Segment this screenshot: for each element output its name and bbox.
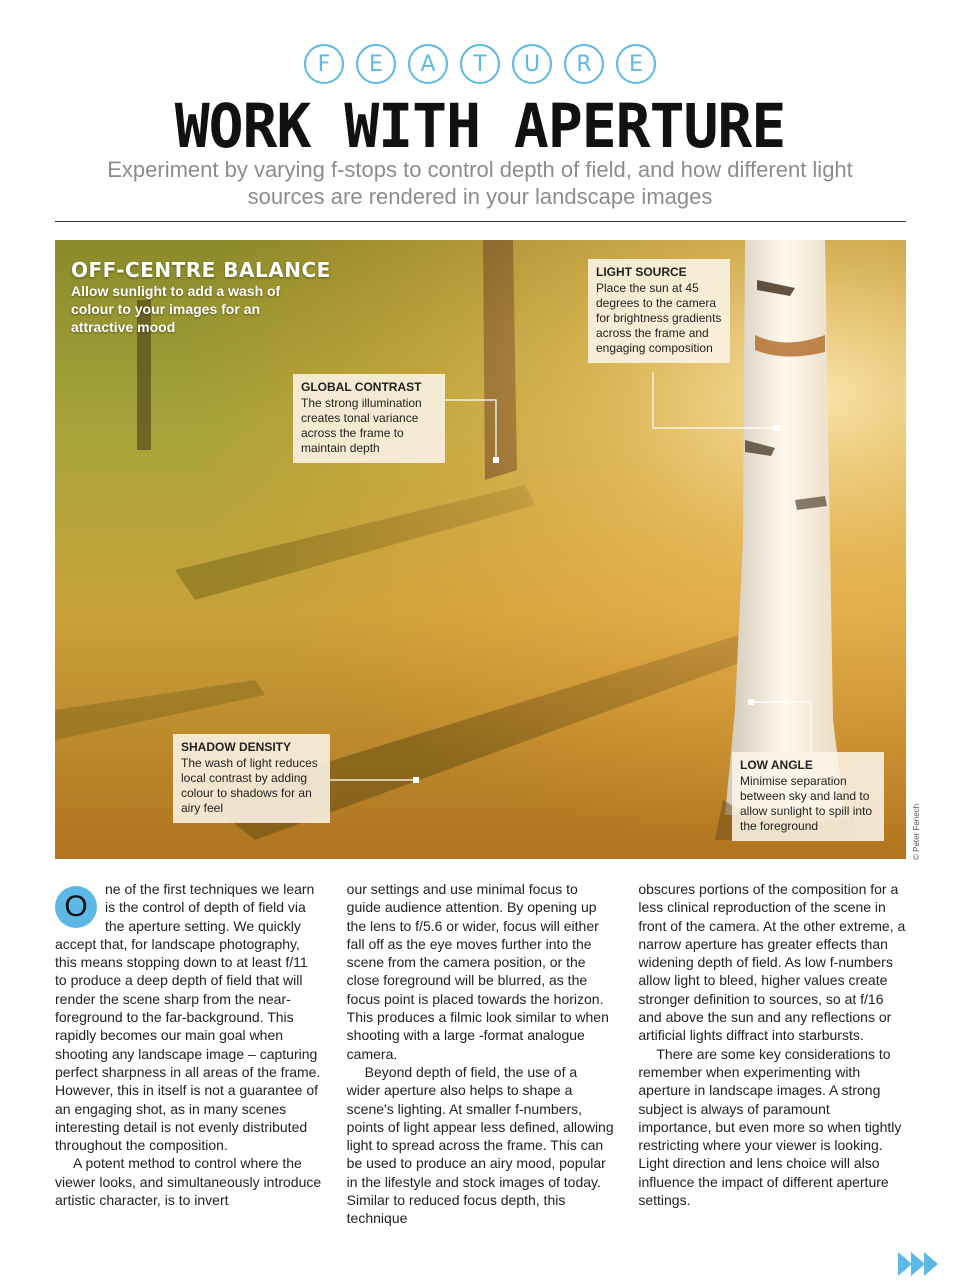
feature-kicker — [0, 44, 960, 84]
headline: WORK WITH APERTURE — [174, 90, 786, 162]
callout-text: The wash of light reduces local contrast by adding colour to shadows for an airy feel — [181, 756, 318, 815]
paragraph: There are some key considerations to remember when experimenting with aperture in landscape images. A strong subject is always of paramount importance, but even more so when tightly restricting where your viewer is looking. Light direction and lens choice will also influence the impact of different aperture settings. — [638, 1045, 902, 1209]
callout-global-contrast — [293, 374, 445, 463]
kicker-letter: T — [460, 44, 500, 84]
callout-title: LOW ANGLE — [740, 758, 813, 772]
photo-credit-text: © Peter Fenech — [912, 803, 921, 860]
kicker-letter: R — [564, 44, 604, 84]
paragraph: A potent method to control where the viewer looks, and simultaneously introduce artistic character, is to invert — [55, 1155, 322, 1209]
article-body — [55, 880, 906, 1228]
callout-text: Minimise separation between sky and land to allow sunlight to spill into the foreground — [740, 774, 873, 833]
next-page-arrows-icon[interactable] — [899, 1252, 938, 1276]
paragraph: Beyond depth of field, the use of a wider aperture also helps to shape a scene's lighting. At smaller f-numbers, points of light appear less defined, allowing light to spread across the frame. This can be used to produce an airy mood, popular in the lifestyle and stock images of today. Similar to reduced focus depth, this technique — [346, 1063, 614, 1227]
photo-credit — [912, 803, 922, 861]
callout-title: GLOBAL CONTRAST — [301, 380, 422, 394]
kicker-letter: E — [616, 44, 656, 84]
callout-shadow-density — [173, 734, 330, 823]
kicker-letter: A — [408, 44, 448, 84]
paragraph: obscures portions of the composition for a less clinical reproduction of the scene in front of the camera. At the other extreme, a narrow aperture has greater effects than widening depth of field. As low f-numbers allow light to bleed, higher values create stronger definition to sources, so at f/16 and above the sun and any reflections or artificial lights diffract into starbursts. — [638, 881, 906, 1044]
kicker-letter: U — [512, 44, 552, 84]
body-column-3 — [638, 880, 906, 1228]
paragraph: ne of the first techniques we learn is the control of depth of field via the aperture setting. We quickly accept that, for landscape photography, this means stopping down to at least f/11 to produce a deep depth of field that will render the scene sharp from the near-foreground to the far-background. This rapidly becomes our main goal when shooting any landscape image – capturing perfect sharpness in all areas of the frame. However, this in itself is not a guarantee of an engaging shot, as in many scenes interesting detail is not evenly distributed throughout the composition. — [55, 881, 321, 1154]
kicker-letter: F — [304, 44, 344, 84]
standfirst: Experiment by varying f-stops to control depth of field, and how different light sources are rendered in your landscape images — [107, 157, 853, 209]
paragraph: our settings and use minimal focus to guide audience attention. By opening up the lens to f/5.6 or wider, focus will either fall off as the eye moves further into the scene from the camera position, or the close foreground will be blurred, as the focus point is placed towards the horizon. This produces a filmic look similar to when shooting with a large -format analogue camera. — [346, 881, 609, 1062]
body-column-1 — [55, 880, 323, 1228]
divider-rule — [55, 221, 906, 222]
photo-subtitle: Allow sunlight to add a wash of colour to your images for an attractive mood — [71, 283, 281, 335]
kicker-letter: E — [356, 44, 396, 84]
feature-photo — [55, 240, 906, 859]
callout-text: Place the sun at 45 degrees to the camera for brightness gradients across the frame and engaging composition — [596, 281, 722, 355]
drop-cap: O — [55, 886, 97, 928]
callout-low-angle — [732, 752, 884, 841]
callout-light-source — [588, 259, 730, 363]
body-column-2 — [347, 880, 615, 1228]
callout-title: LIGHT SOURCE — [596, 265, 687, 279]
callout-text: The strong illumination creates tonal variance across the frame to maintain depth — [301, 396, 422, 455]
photo-title: OFF-CENTRE BALANCE — [71, 258, 331, 282]
callout-title: SHADOW DENSITY — [181, 740, 292, 754]
